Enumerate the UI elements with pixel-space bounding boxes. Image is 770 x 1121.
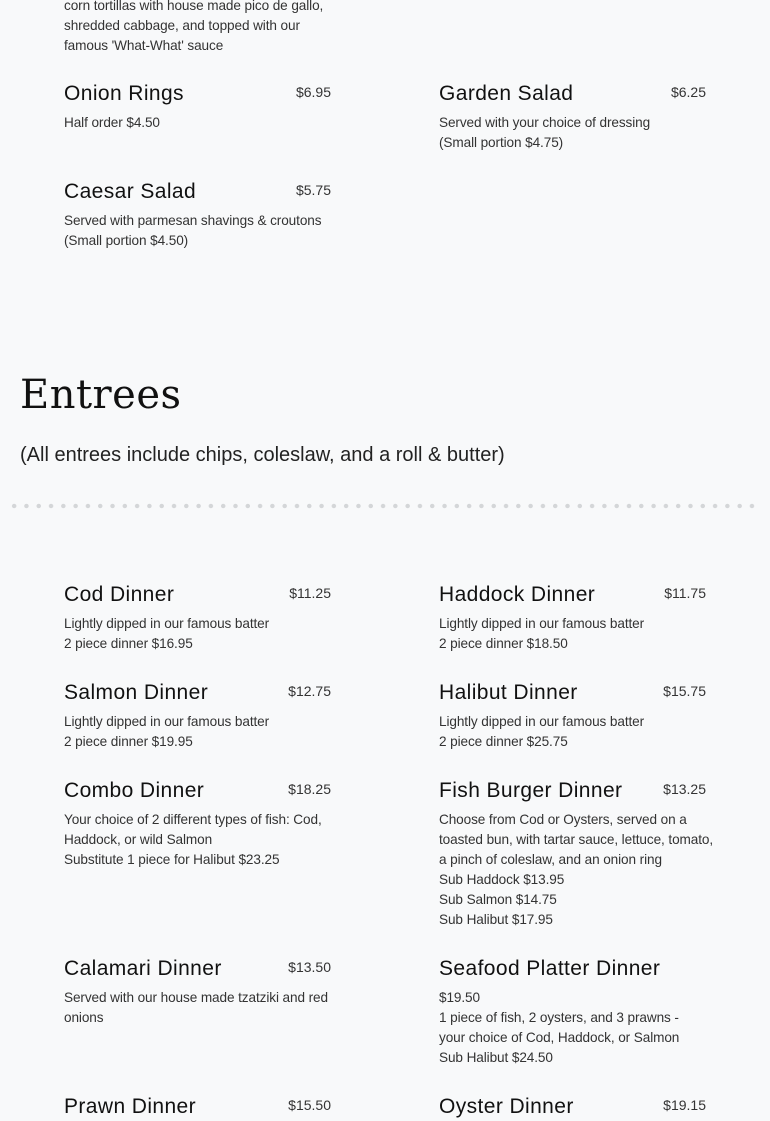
- item-price: $15.50: [288, 1097, 331, 1113]
- item-price: $12.75: [288, 683, 331, 699]
- item-price: $13.25: [663, 781, 706, 797]
- item-description: [64, 211, 331, 251]
- description-line: Sub Haddock $13.95: [439, 872, 565, 887]
- item-description: [439, 614, 706, 654]
- description-line: famous 'What-What' sauce: [64, 38, 224, 53]
- item-price: $5.75: [295, 182, 331, 198]
- item-name: Haddock Dinner: [439, 583, 596, 606]
- item-name: Prawn Dinner: [64, 1095, 197, 1118]
- description-line: Served with our house made tzatziki and red: [64, 990, 328, 1005]
- description-line: 2 piece dinner $18.50: [439, 636, 568, 651]
- item-name: Halibut Dinner: [439, 681, 578, 704]
- item-name: Oyster Dinner: [439, 1095, 574, 1118]
- item-name: Cod Dinner: [64, 583, 175, 606]
- description-line: Haddock, or wild Salmon: [64, 832, 213, 847]
- description-line: 2 piece dinner $25.75: [439, 734, 568, 749]
- description-line: Choose from Cod or Oysters, served on a: [439, 812, 687, 827]
- item-description: [439, 810, 714, 930]
- item-name: Calamari Dinner: [64, 957, 222, 980]
- menu-item-salmon-dinner: [64, 681, 331, 752]
- menu-item-seafood-platter-dinner: [439, 957, 706, 1068]
- description-line: 1 piece of fish, 2 oysters, and 3 prawns -: [439, 1010, 679, 1025]
- menu-item-garden-salad: [439, 82, 706, 153]
- item-price: $11.25: [289, 585, 331, 601]
- description-line: Lightly dipped in our famous batter: [64, 616, 270, 631]
- description-line: (Small portion $4.75): [439, 135, 564, 150]
- item-price: $6.25: [670, 84, 706, 100]
- description-line: your choice of Cod, Haddock, or Salmon: [439, 1030, 680, 1045]
- item-name: Seafood Platter Dinner: [439, 957, 661, 980]
- item-price: $11.75: [664, 585, 706, 601]
- item-description: [439, 988, 706, 1068]
- item-price: $13.50: [288, 959, 331, 975]
- description-line: Lightly dipped in our famous batter: [439, 616, 645, 631]
- menu-item-oyster-dinner: [439, 1095, 706, 1121]
- item-price: $15.75: [663, 683, 706, 699]
- item-name: Salmon Dinner: [64, 681, 209, 704]
- item-name: Onion Rings: [64, 82, 184, 105]
- description-line: Sub Halibut $24.50: [439, 1050, 553, 1065]
- menu-item-haddock-dinner: [439, 583, 706, 654]
- item-name: Caesar Salad: [64, 180, 197, 203]
- section-note: (All entrees include chips, coleslaw, and a roll & butter): [20, 444, 505, 466]
- item-description: [439, 712, 706, 752]
- item-price: $18.25: [288, 781, 331, 797]
- menu-item-prawn-dinner: [64, 1095, 331, 1121]
- item-name: Fish Burger Dinner: [439, 779, 623, 802]
- description-line: Half order $4.50: [64, 115, 160, 130]
- section-title-entrees: Entrees: [20, 372, 182, 418]
- item-description: [64, 810, 331, 870]
- description-line: 2 piece dinner $19.95: [64, 734, 193, 749]
- menu-item-caesar-salad: [64, 180, 331, 251]
- description-line: Your choice of 2 different types of fish: Cod,: [64, 812, 322, 827]
- description-line: Sub Salmon $14.75: [439, 892, 557, 907]
- description-line: Substitute 1 piece for Halibut $23.25: [64, 852, 280, 867]
- item-description: [64, 614, 331, 654]
- item-description: [64, 712, 331, 752]
- item-name: Garden Salad: [439, 82, 574, 105]
- menu-item-onion-rings: [64, 82, 331, 133]
- item-price: $19.15: [663, 1097, 706, 1113]
- menu-item-fish-burger-dinner: [439, 779, 714, 930]
- description-line: onions: [64, 1010, 104, 1025]
- item-name: Combo Dinner: [64, 779, 205, 802]
- menu-item-halibut-dinner: [439, 681, 706, 752]
- menu-item-cod-dinner: [64, 583, 331, 654]
- item-description: [64, 113, 331, 133]
- description-line: Served with parmesan shavings & croutons: [64, 213, 322, 228]
- description-line: $19.50: [439, 990, 480, 1005]
- description-line: 2 piece dinner $16.95: [64, 636, 193, 651]
- description-line: shredded cabbage, and topped with our: [64, 18, 300, 33]
- menu-item-calamari-dinner: [64, 957, 331, 1028]
- dotted-divider: [8, 503, 758, 509]
- description-line: Served with your choice of dressing: [439, 115, 651, 130]
- description-line: corn tortillas with house made pico de gallo,: [64, 0, 324, 13]
- description-line: a pinch of coleslaw, and an onion ring: [439, 852, 662, 867]
- item-description: [64, 988, 331, 1028]
- description-line: toasted bun, with tartar sauce, lettuce, tomato,: [439, 832, 714, 847]
- item-price: $6.95: [295, 84, 331, 100]
- description-line: (Small portion $4.50): [64, 233, 189, 248]
- description-line: Lightly dipped in our famous batter: [439, 714, 645, 729]
- menu-item-combo-dinner: [64, 779, 331, 870]
- fish-tacos-description: [64, 0, 334, 56]
- description-line: Lightly dipped in our famous batter: [64, 714, 270, 729]
- item-description: [439, 113, 706, 153]
- description-line: Sub Halibut $17.95: [439, 912, 553, 927]
